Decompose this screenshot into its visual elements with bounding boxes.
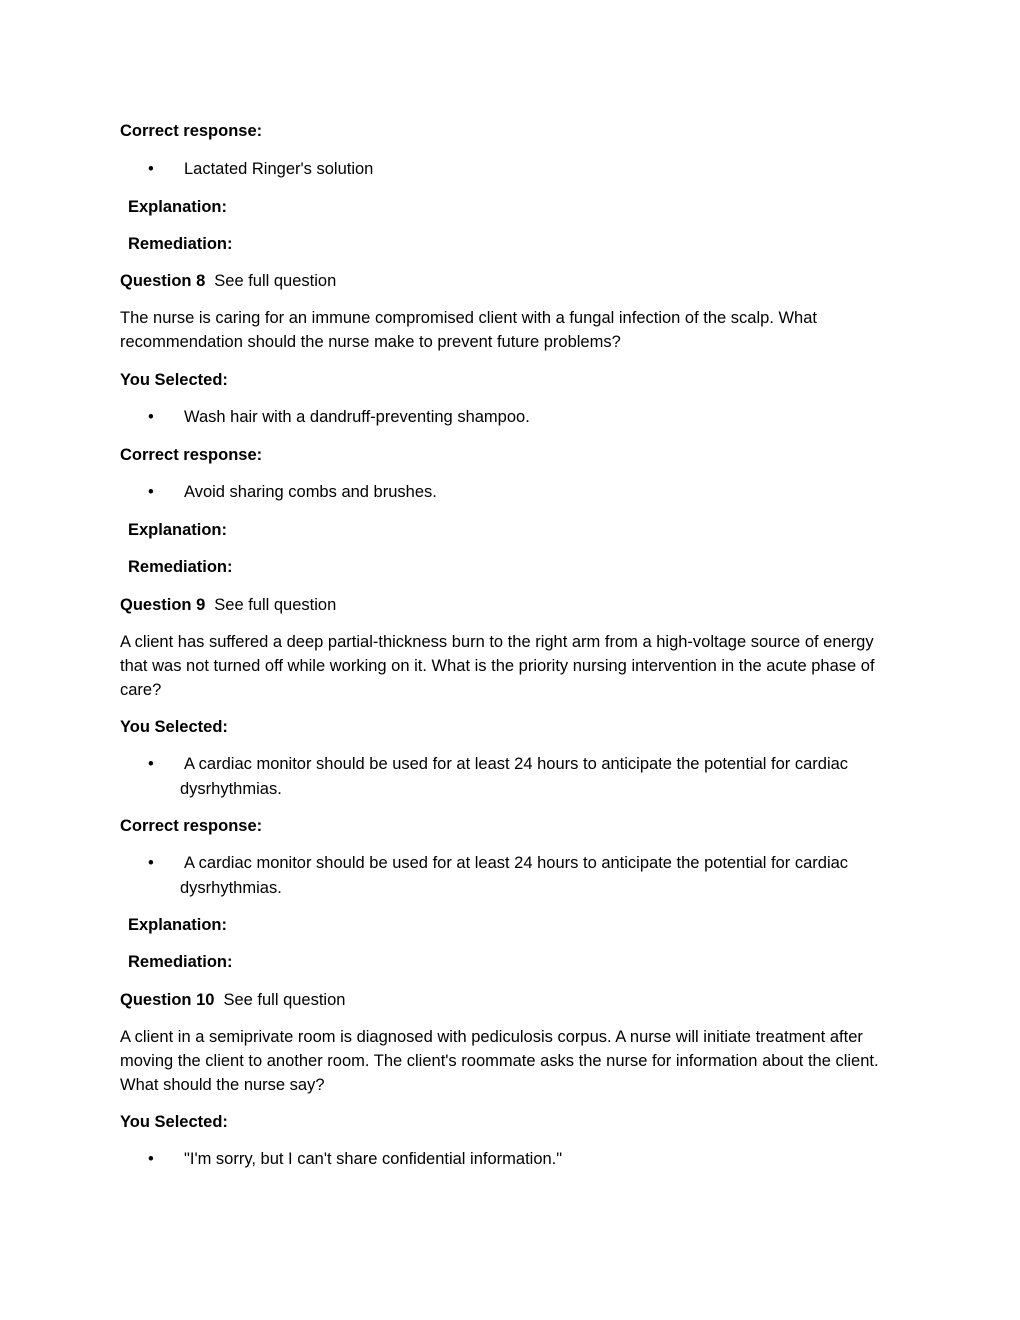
explanation-label: Explanation:: [128, 198, 228, 216]
correct-response-item: Lactated Ringer's solution: [184, 160, 374, 178]
selected-answer-item: "I'm sorry, but I can't share confidential information.": [184, 1150, 563, 1168]
question-heading: [120, 988, 345, 1012]
question-text: A client has suffered a deep partial-thickness burn to the right arm from a high-voltage source of energy that was not turned off while working on it. What is the priority nursing intervention in the acute phase of care?: [120, 633, 875, 699]
correct-response-item: A cardiac monitor should be used for at least 24 hours to anticipate the potential for cardiac dysrhythmias.: [180, 854, 849, 897]
see-full-question-link[interactable]: See full question: [214, 272, 337, 290]
question-number: Question 8: [120, 272, 206, 290]
you-selected-label: You Selected:: [120, 718, 228, 736]
question-heading: [120, 269, 336, 293]
question-heading: [120, 593, 336, 617]
you-selected-label: You Selected:: [120, 1113, 228, 1131]
correct-response-item: Avoid sharing combs and brushes.: [184, 483, 437, 501]
bullet-glyph: •: [148, 160, 154, 178]
question-number: Question 9: [120, 596, 206, 614]
correct-response-label: Correct response:: [120, 122, 263, 140]
selected-answer-item: Wash hair with a dandruff-preventing shampoo.: [184, 408, 530, 426]
bullet-glyph: •: [148, 408, 154, 426]
explanation-label: Explanation:: [128, 916, 228, 934]
remediation-label: Remediation:: [128, 558, 233, 576]
remediation-label: Remediation:: [128, 953, 233, 971]
see-full-question-link[interactable]: See full question: [223, 991, 346, 1009]
bullet-glyph: •: [148, 854, 154, 872]
bullet-glyph: •: [148, 483, 154, 501]
question-text: A client in a semiprivate room is diagnosed with pediculosis corpus. A nurse will initiate treatment after moving the client to another room. The client's roommate asks the nurse for information about the client. What should the nurse say?: [120, 1028, 879, 1094]
remediation-label: Remediation:: [128, 235, 233, 253]
you-selected-label: You Selected:: [120, 371, 228, 389]
selected-answer-item: A cardiac monitor should be used for at least 24 hours to anticipate the potential for cardiac dysrhythmias.: [180, 755, 849, 798]
explanation-label: Explanation:: [128, 521, 228, 539]
question-text: The nurse is caring for an immune compromised client with a fungal infection of the scalp. What recommendation should the nurse make to prevent future problems?: [120, 309, 817, 351]
bullet-glyph: •: [148, 1150, 154, 1168]
see-full-question-link[interactable]: See full question: [214, 596, 337, 614]
correct-response-label: Correct response:: [120, 817, 263, 835]
correct-response-label: Correct response:: [120, 446, 263, 464]
question-number: Question 10: [120, 991, 215, 1009]
bullet-glyph: •: [148, 755, 154, 773]
